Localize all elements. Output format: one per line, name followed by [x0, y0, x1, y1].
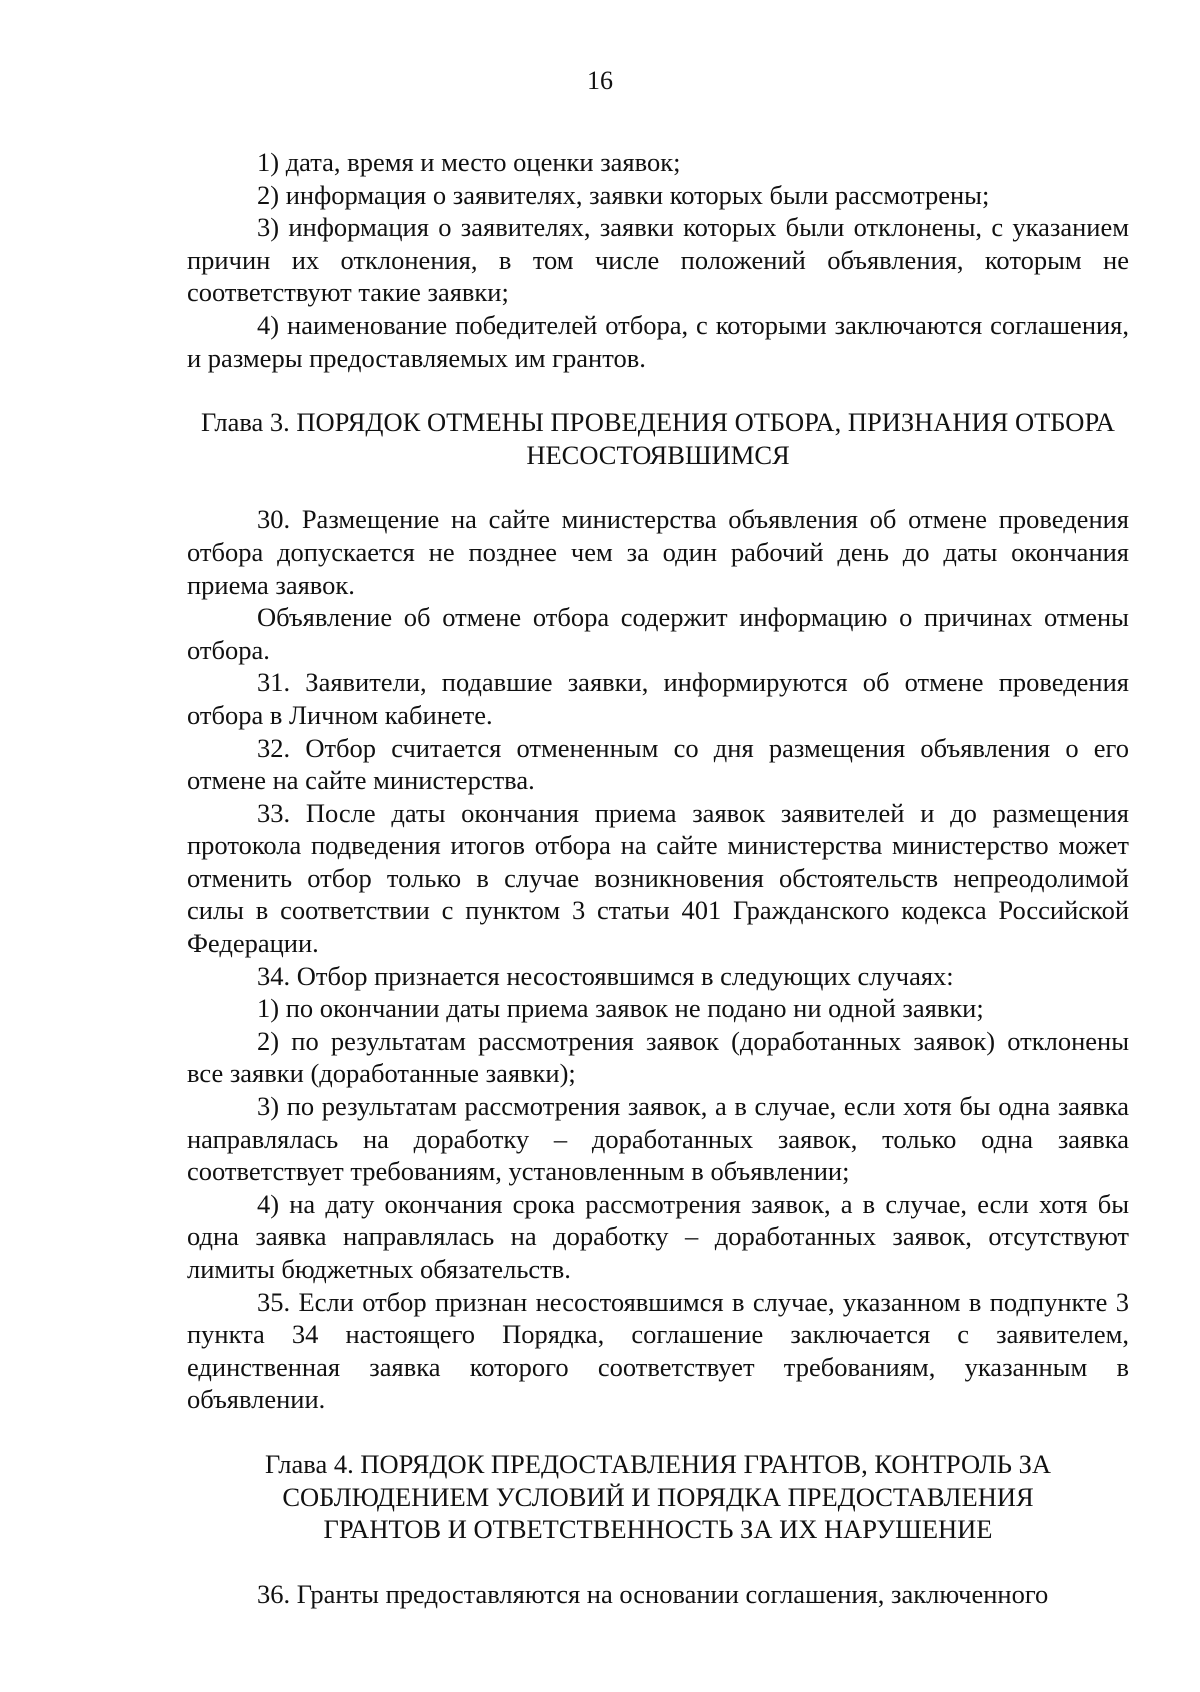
document-body	[187, 146, 1129, 1610]
list-item: 3) информация о заявителях, заявки которых были отклонены, с указанием причин их отклонения, в том числе положений объявления, которым не соответствуют такие заявки;	[187, 212, 1129, 308]
paragraph-32: 32. Отбор считается отмененным со дня размещения объявления о его отмене на сайте министерства.	[187, 732, 1129, 796]
paragraph-33: 33. После даты окончания приема заявок заявителей и до размещения протокола подведения итогов отбора на сайте министерства министерство может отменить отбор только в случае возникновения обстоятельств непреодолимой силы в соответствии с пунктом 3 статьи 401 Гражданского кодекса Российской Федерации.	[187, 797, 1129, 959]
paragraph-36: 36. Гранты предоставляются на основании соглашения, заключенного	[257, 1578, 1049, 1609]
paragraph-30-notice: Объявление об отмене отбора содержит информацию о причинах отмены отбора.	[187, 602, 1129, 665]
paragraph-31: 31. Заявители, подавшие заявки, информируются об отмене проведения отбора в Личном кабинете.	[187, 667, 1129, 730]
chapter-4-heading: Глава 4. ПОРЯДОК ПРЕДОСТАВЛЕНИЯ ГРАНТОВ, КОНТРОЛЬ ЗА СОБЛЮДЕНИЕМ УСЛОВИЙ И ПОРЯДКА ПРЕДОСТАВЛЕНИЯ ГРАНТОВ И ОТВЕТСТВЕННОСТЬ ЗА ИХ НАРУШЕНИЕ	[264, 1448, 1051, 1545]
list-item: 4) на дату окончания срока рассмотрения заявок, а в случае, если хотя бы одна заявка направлялась на доработку – доработанных заявок, отсутствуют лимиты бюджетных обязательств.	[187, 1188, 1129, 1284]
list-item: 1) по окончании даты приема заявок не подано ни одной заявки;	[257, 993, 984, 1024]
page-number: 16	[587, 66, 613, 95]
list-item: 3) по результатам рассмотрения заявок, а в случае, если хотя бы одна заявка направлялась на доработку – доработанных заявок, только одна заявка соответствует требованиям, установленным в объявлении;	[187, 1091, 1129, 1187]
paragraph-30: 30. Размещение на сайте министерства объявления об отмене проведения отбора допускается не позднее чем за один рабочий день до даты окончания приема заявок.	[187, 504, 1129, 600]
list-item: 2) по результатам рассмотрения заявок (доработанных заявок) отклонены все заявки (доработанные заявки);	[187, 1025, 1129, 1089]
list-item: 1) дата, время и место оценки заявок;	[257, 147, 681, 177]
list-item: 4) наименование победителей отбора, с которыми заключаются соглашения, и размеры предоставляемых им грантов.	[187, 309, 1129, 373]
chapter-3-heading: Глава 3. ПОРЯДОК ОТМЕНЫ ПРОВЕДЕНИЯ ОТБОРА, ПРИЗНАНИЯ ОТБОРА НЕСОСТОЯВШИМСЯ	[201, 407, 1115, 470]
paragraph-34: 34. Отбор признается несостоявшимся в следующих случаях:	[257, 960, 954, 991]
list-item: 2) информация о заявителях, заявки которых были рассмотрены;	[257, 179, 990, 210]
paragraph-35: 35. Если отбор признан несостоявшимся в случае, указанном в подпункте 3 пункта 34 настоящего Порядка, соглашение заключается с заявителем, единственная заявка которого соответствует требованиям, указанным в объявлении.	[187, 1286, 1129, 1415]
